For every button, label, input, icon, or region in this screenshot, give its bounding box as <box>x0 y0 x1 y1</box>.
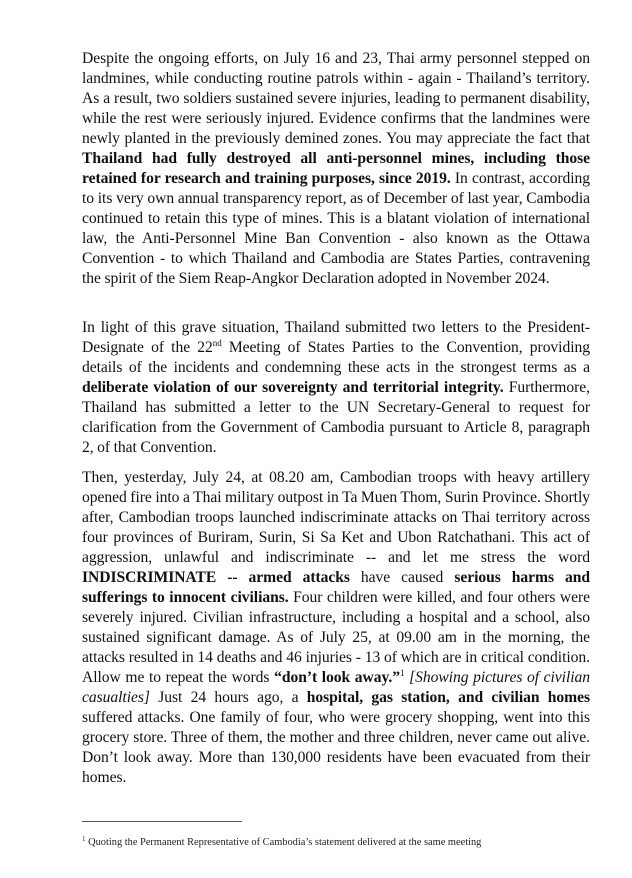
bold-emphasis: INDISCRIMINATE -- armed attacks <box>82 569 350 586</box>
footnote-marker: 1 <box>82 835 86 843</box>
paragraph-text: Just 24 hours ago, a <box>149 689 307 706</box>
paragraph-text: Furthermore, Thailand has submitted a letter to the UN Secretary-General to request for clarification from the Government of Cambodia pursuant to Article 8, paragraph 2, of that Convention. <box>82 379 590 456</box>
paragraph-text: suffered attacks. One family of four, who were grocery shopping, went into this grocery store. Three of them, the mother and three children, never came out alive. Don’t look away. More than 130,000 residents have been evacuated from their homes. <box>82 709 590 786</box>
paragraph-landmine-incidents <box>82 49 590 289</box>
paragraph-text: have caused <box>349 569 455 586</box>
bold-emphasis: hospital, gas station, and civilian homes <box>306 689 590 706</box>
footnote-reference: 1 <box>399 668 405 678</box>
bold-emphasis: serious harms and sufferings to innocent civilians. <box>82 569 590 606</box>
italic-stage-direction: [Showing pictures of civilian casualties] <box>82 669 591 706</box>
footnote-divider <box>82 821 242 822</box>
bold-emphasis: deliberate violation of our sovereignty and territorial integrity. <box>82 379 504 396</box>
bold-emphasis: “don’t look away.” <box>274 669 400 686</box>
paragraph-text: In contrast, according to its very own annual transparency report, as of December of last year, Cambodia continued to retain this type of mines. This is a blatant violation of international law, the Anti-Personnel Mine Ban Convention - also known as the Ottawa Convention - to which Thailand and Cambodia are States Parties, contravening the spirit of the Siem Reap-Angkor Declaration adopted in November 2024. <box>82 170 591 287</box>
footnote <box>82 836 602 850</box>
paragraph-text: In light of this grave situation, Thailand submitted two letters to the President-Designate of the 22 <box>82 319 590 356</box>
paragraph-armed-attacks <box>82 468 590 788</box>
bold-emphasis: Thailand had fully destroyed all anti-personnel mines, including those retained for research and training purposes, since 2019. <box>82 150 590 187</box>
ordinal-superscript: nd <box>212 338 222 348</box>
paragraph-text: Meeting of States Parties to the Convention, providing details of the incidents and condemning these acts in the strongest terms as a <box>82 339 590 376</box>
paragraph-text: Despite the ongoing efforts, on July 16 and 23, Thai army personnel stepped on landmines, while conducting routine patrols within - again - Thailand’s territory. As a result, two soldiers sustained severe injuries, leading to permanent disability, while the rest were seriously injured. Evidence confirms that the landmines were newly planted in the previously demined zones. You may appreciate the fact that <box>82 50 590 147</box>
footnote-text: Quoting the Permanent Representative of Cambodia’s statement delivered at the same meeting <box>85 837 482 848</box>
paragraph-text: Four children were killed, and four others were severely injured. Civilian infrastructure, including a hospital and a school, also sustained significant damage. As of July 25, at 09.00 am in the morning, the attacks resulted in 14 deaths and 46 injuries - 13 of which are in critical condition. Allow me to repeat the words <box>82 589 590 686</box>
paragraph-text: Then, yesterday, July 24, at 08.20 am, Cambodian troops with heavy artillery opened fire into a Thai military outpost in Ta Muen Thom, Surin Province. Shortly after, Cambodian troops launched indiscriminate attacks on Thai territory across four provinces of Buriram, Surin, Si Sa Ket and Ubon Ratchathani. This act of aggression, unlawful and indiscriminate -- and let me stress the word <box>82 469 590 566</box>
paragraph-letters-submitted <box>82 318 590 458</box>
